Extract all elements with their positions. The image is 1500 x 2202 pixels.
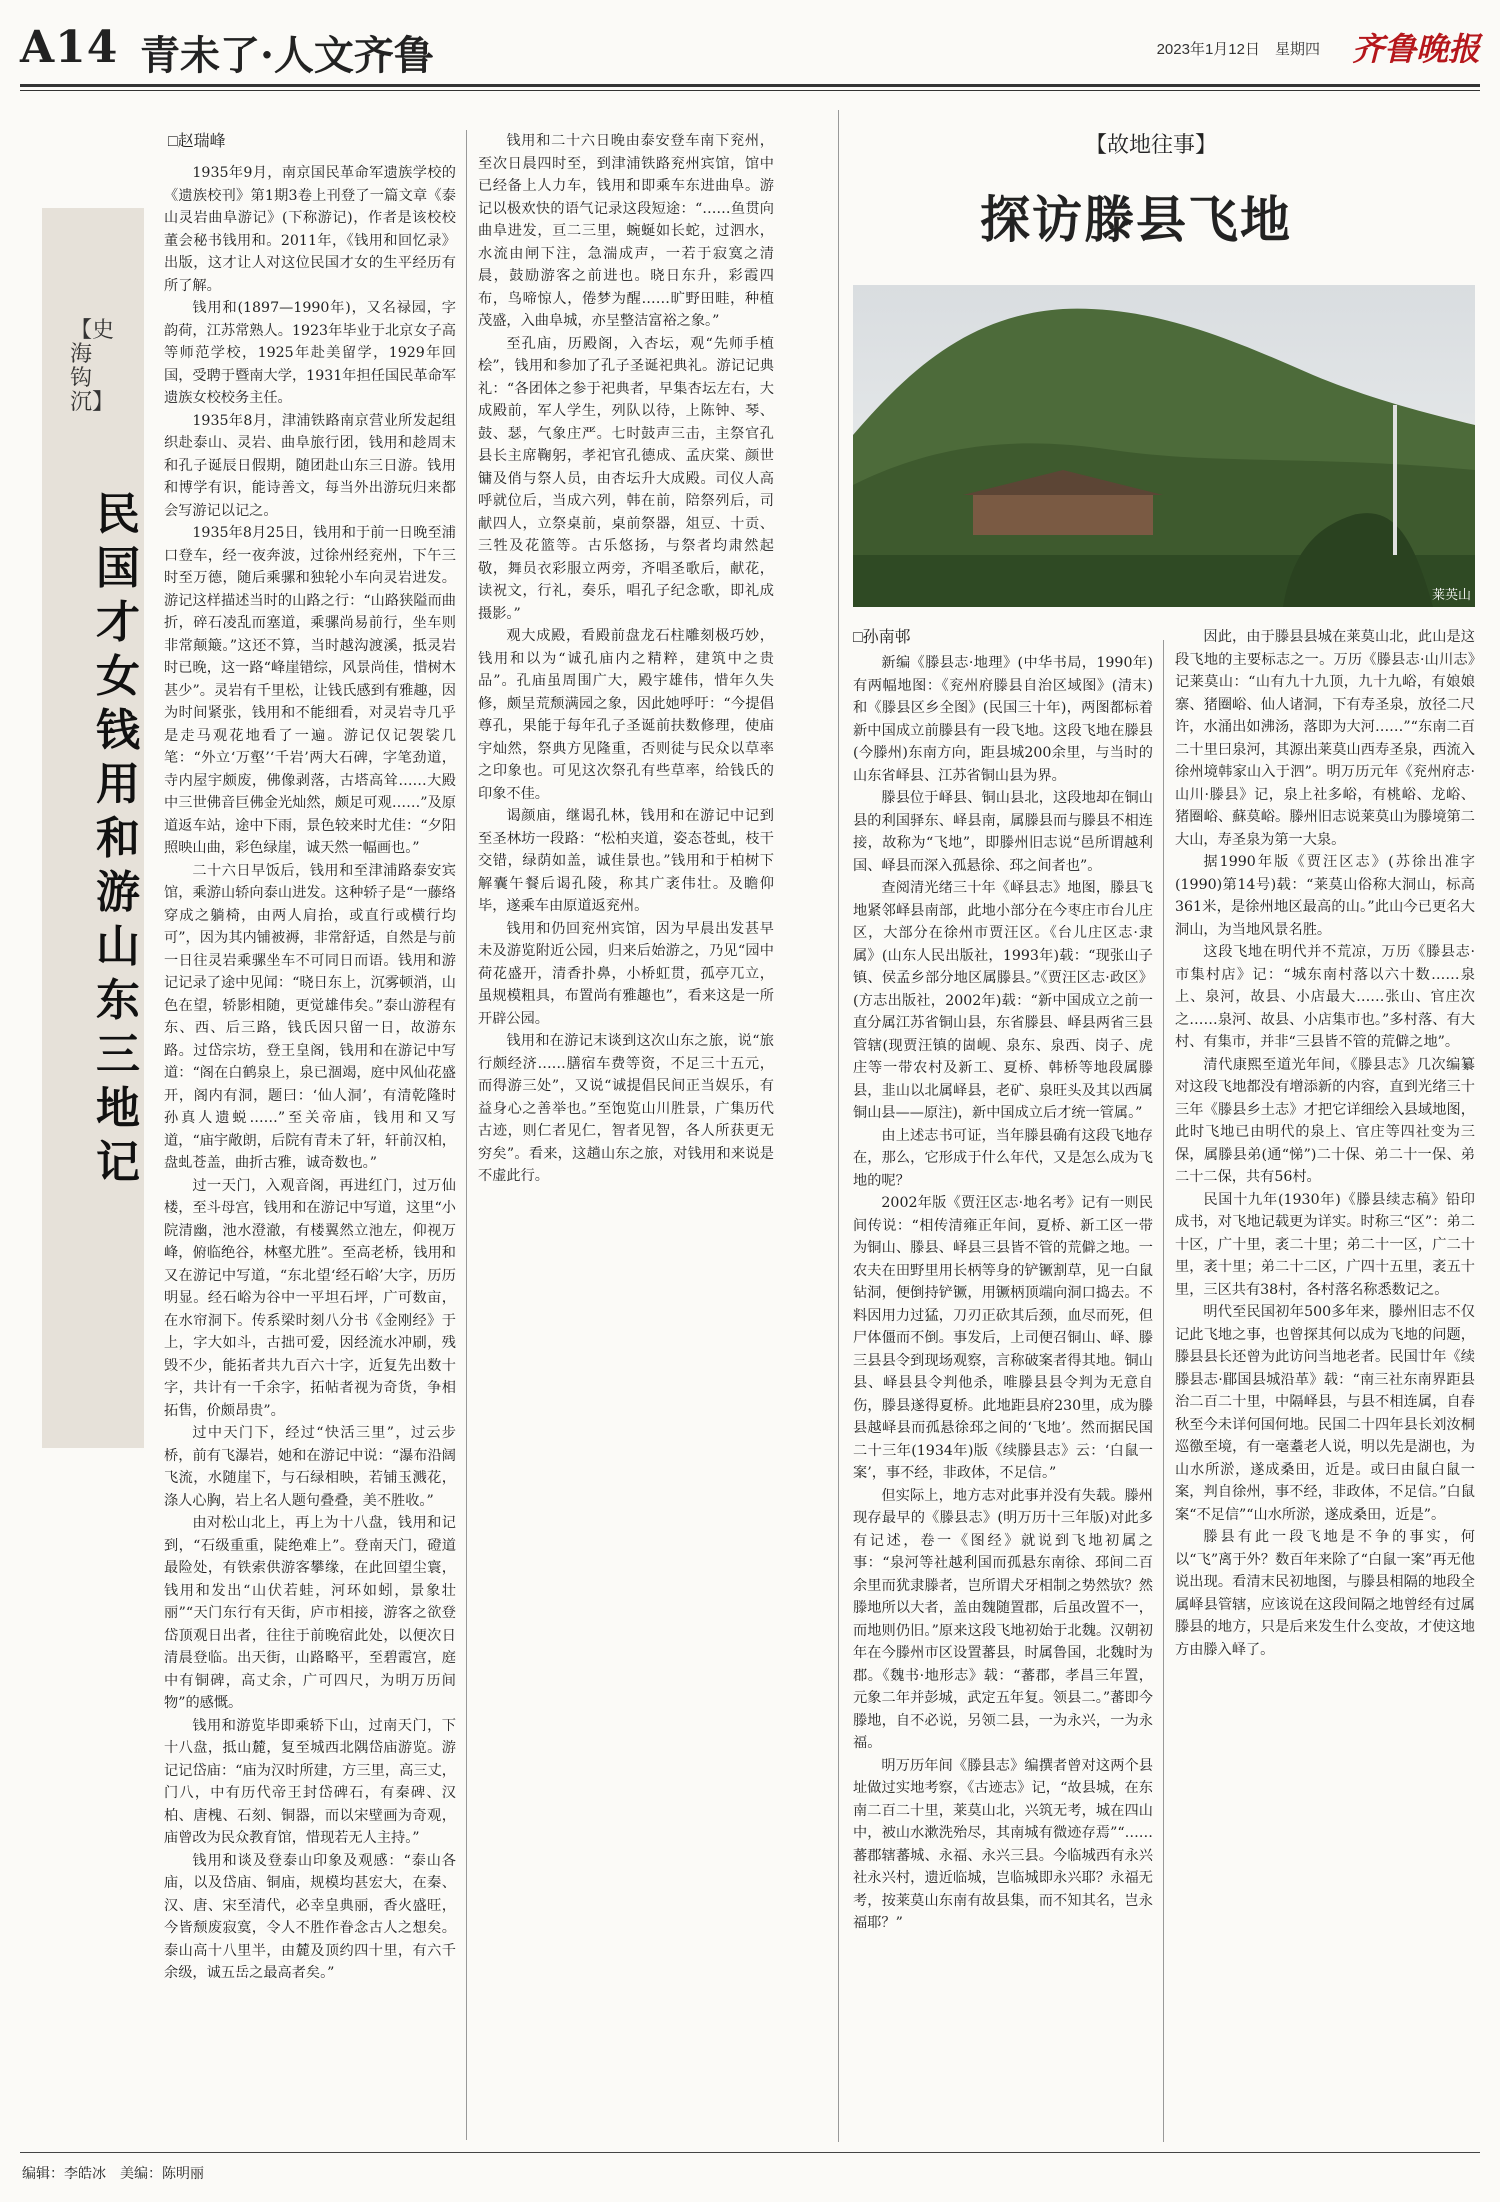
story1-column-1 [164,162,456,2142]
footer-rule [20,2152,1480,2153]
story-divider [838,110,839,2142]
paragraph: 2002年版《贾汪区志·地名考》记有一则民间传说：“相传清雍正年间，夏桥、新工区一带为铜山、滕县、峄县三县皆不管的荒僻之地。一农夫在田野里用长柄等身的铲镢割草，见一白鼠钻洞，便倒持铲镢，用镢柄顶端向洞口捣去。不料因用力过猛，刀刃正砍其后颈，血尽而死，但尸体僵而不倒。事发后，上司便召铜山、峄、滕三县县令到现场观察，言称破案者得其地。铜山县、峄县县令判他杀，唯滕县县令判为无意自伤，滕县遂得夏桥。此地距县府230里，成为滕县越峄县而孤悬徐邳之间的‘飞地’。然而据民国二十三年(1934年)版《续滕县志》云：‘白鼠一案’，事不经，非政体，不足信。” [853,1195,1153,1481]
paragraph: 钱用和在游记末谈到这次山东之旅，说“旅行颇经济……膳宿车费等资，不足三十五元，而得游三处”，又说“诚提倡民间正当娱乐，有益身心之善举也。”至饱览山川胜景，广集历代古迹，则仁者见仁，智者见智，各人所获更无穷矣”。看来，这趟山东之旅，对钱用和来说是不虚此行。 [478,1033,774,1184]
paragraph: 因此，由于滕县县城在莱莫山北，此山是这段飞地的主要标志之一。万历《滕县志·山川志》记莱莫山：“山有九十九顶，九十九峪，有娘娘寨、猪圈峪、仙人诸洞，下有寿圣泉，放径二尺许，水涌出如沸汤，落即为大河……”“东南二百二十里曰泉河，其源出莱莫山西寿圣泉，西流入徐州境韩家山入于泗”。明万历元年《兖州府志·山川·滕县》记，泉上社多峪，有桃峪、龙峪、猪圈峪、蘇莫峪。滕州旧志说莱莫山为滕境第二大山，寿圣泉为第一大泉。 [1175,629,1475,848]
paragraph: 钱用和二十六日晚由泰安登车南下兖州，至次日晨四时至，到津浦铁路兖州宾馆，馆中已经备上人力车，钱用和即乘车东进曲阜。游记以极欢快的语气记录这段短途：“……鱼贯向曲阜进发，亘二三里，蜿蜒如长蛇，过泗水，水流由闸下注，急湍成声，一若于寂寞之清晨，鼓励游客之前进也。晓日东升，彩霞四布，鸟啼惊人，倦梦为醒……旷野田畦，种植茂盛，入曲阜城，亦呈整洁富裕之象。” [478,133,774,329]
paragraph: 滕县位于峄县、铜山县北，这段地却在铜山县的利国驿东、峄县南，属滕县而与滕县不相连接，故称为“飞地”，即滕州旧志说“邑所谓越利国、峄县而深入孤悬徐、邳之间者也”。 [853,790,1153,874]
paragraph: 过一天门，入观音阁，再进红门，过万仙楼，至斗母宫，钱用和在游记中写道，这里“小院清幽，池水澄澈，有楼翼然立池左，仰视万峰，俯临绝谷，林壑尤胜”。至高老桥，钱用和又在游记中写道，“东北望‘经石峪’大字，历历明显。经石峪为谷中一平坦石坪，广可数亩，在水帘洞下。传系梁时刻八分书《金刚经》于上，字大如斗，古拙可爱，因经流水冲刷，残毁不少，能拓者共九百六十字，近复先出数十字，共计有一千余字，拓帖者视为奇货，争相拓售，价颇昂贵”。 [164,1177,456,1419]
paragraph: 但实际上，地方志对此事并没有失载。滕州现存最早的《滕县志》(明万历十三年版)对此多有记述，卷一《图经》就说到飞地初属之事：“泉河等社越利国而孤悬东南徐、邳间二百余里而犹隶滕者，岂所谓犬牙相制之势然欤？然滕地所以大者，盖由魏随置郡，后虽改置不一，而地则仍旧。”原来这段飞地初始于北魏。汉朝初年在今滕州市区设置蕃县，时属鲁国，北魏时为郡。《魏书·地形志》载：“蕃郡，孝昌三年置，元象二年并彭城，武定五年复。领县二。”蕃即今滕地，自不必说，另领二县，一为永兴，一为永福。 [853,1487,1153,1751]
paragraph: 钱用和仍回兖州宾馆，因为早晨出发甚早未及游览附近公园，归来后始游之，乃见“园中荷花盛开，清香扑鼻，小桥虹贯，孤亭兀立，虽规模粗具，布置尚有雅趣也”，看来这是一所开辟公园。 [478,920,774,1027]
paragraph: 明万历年间《滕县志》编撰者曾对这两个县址做过实地考察，《古迹志》记，“故县城，在东南二百二十里，莱莫山北，兴筑无考，城在四山中，被山水漱洗殆尽，其南城有微迹存焉”“……蕃郡辖蕃城、永福、永兴三县。今临城西有永兴社永兴村，遗近临城，岂临城即永兴耶？永福无考，按莱莫山东南有故县集，而不知其名，岂永福耶？” [853,1757,1153,1931]
paragraph: 二十六日早饭后，钱用和至津浦路泰安宾馆，乘游山轿向泰山进发。这种轿子是“一藤络穿成之躺椅，由两人肩抬，或直行或横行均可”，因为其内铺被褥，非常舒适，自然是与前一日往灵岩乘骡坐车不可同日而语。钱用和游记记录了途中见闻：“晓日东上，沉雾顿消，山色在望，轿影相随，更觉雄伟矣。”泰山游程有东、西、后三路，钱氏因只留一日，故游东路。过岱宗坊，登王皇阁，钱用和在游记中写道：“阁在白鹤泉上，泉已涸竭，庭中风仙花盛开，阁内有洞，题曰：‘仙人洞’，有清乾隆时孙真人遗蜕……”至关帝庙，钱用和又写道，“庙宇敞朗，后院有青未了轩，轩前汉柏，盘虬苍盖，曲折古雅，诚奇数也。” [164,862,456,1171]
page-footer: 编辑：李皓冰 美编：陈明丽 [22,2165,204,2181]
story1-headline: 民国才女钱用和游山东三地记 [96,489,140,1188]
story1-column-2 [478,130,774,2142]
page-number: A14 [20,22,119,73]
story2-headline: 探访滕县飞地 [980,190,1292,249]
paragraph: 查阅清光绪三十年《峄县志》地图，滕县飞地紧邻峄县南部，此地小部分在今枣庄市台儿庄区，大部分在徐州市贾汪区。《台儿庄区志·隶属》(山东人民出版社，1993年)载：“现张山子镇、侯孟乡部分地区属滕县。”《贾汪区志·政区》(方志出版社，2002年)载：“新中国成立之前一直分属江苏省铜山县，东省滕县、峄县两省三县管辖(现贾汪镇的崮岘、泉东、泉西、岗子、虎庄等一带农村及新工、夏桥、韩桥等地段属滕县，韭山以北属峄县，老矿、泉旺头及其以西属铜山县——原注)，新中国成立后才统一管属。” [853,880,1153,1121]
paragraph: 过中天门下，经过“快活三里”，过云步桥，前有飞瀑岩，她和在游记中说：“瀑布沿阔飞流，水随崖下，与石绿相映，若铺玉溅花，涤人心胸，岩上名人题句叠叠，美不胜收。” [164,1425,456,1509]
story2-column-2 [1175,626,1475,2142]
column-divider [466,130,467,2140]
paragraph: 至孔庙，历殿阁，入杏坛，观“先师手植桧”，钱用和参加了孔子圣诞祀典礼。游记记典礼：“各团体之参于祀典者，早集杏坛左右，大成殿前，军人学生，列队以待，上陈钟、琴、鼓、瑟，气象庄严。七时鼓声三击，主祭官孔县长主席鞠躬，孝祀官孔德成、孟庆棠、颜世镛及俏与祭人员，由杏坛升大成殿。司仪人高呼就位后，当成六列，韩在前，陪祭列后，司献四人，立祭桌前，桌前祭器，俎豆、十贡、三牲及花篮等。古乐悠扬，与祭者均肃然起敬，舞员衣彩服立两旁，齐唱圣歌后，献花，读祝文，行礼，奏乐，唱孔子纪念歌，即礼成摄影。” [478,335,774,622]
paragraph: 观大成殿，看殿前盘龙石柱雕刻极巧妙，钱用和以为“诚孔庙内之精粹，建筑中之贵品”。孔庙虽周围广大，殿宇雄伟，惜年久失修，颇呈荒颓满园之象，因此她呼吁：“今提倡尊孔，果能于每年孔子圣诞前扶数修理，使庙宇灿然，祭典方见隆重，否则徒与民众以草率之印象也。可见这次祭孔有些草率，给钱氏的印象不佳。 [478,628,774,802]
story1-byline: □赵瑞峰 [168,133,226,150]
photo-caption: 莱英山 [1431,587,1471,602]
story1-column-tag: 【史海钩沉】 [70,317,115,414]
story2-byline: □孙南邨 [853,629,911,646]
paragraph: 清代康熙至道光年间，《滕县志》几次编纂对这段飞地都没有增添新的内容，直到光绪三十三年《滕县乡土志》才把它详细绘入县域地图，此时飞地已由明代的泉上、官庄等四社变为三保，属滕县弟(通“悌”)二十保、弟二十一保、弟二十二保，共有56村。 [1175,1056,1475,1185]
paragraph: 谒颜庙，继谒孔林，钱用和在游记中记到至圣林坊一段路：“松柏夹道，姿态苍虬，枝干交错，绿荫如盖，诚佳景也。”钱用和于柏树下解囊午餐后谒孔陵，称其广袤伟壮。及瞻仰毕，遂乘车由原道返兖州。 [478,808,774,914]
paragraph: 滕县有此一段飞地是不争的事实，何以“飞”离于外？数百年来除了“白鼠一案”再无他说出现。看清末民初地图，与滕县相隔的地段全属峄县管辖，应该说在这段间隔之地曾经有过属滕县的地方，只是后来发生什么变故，才使这地方由滕入峄了。 [1175,1529,1475,1658]
story2-column-1 [853,652,1153,2142]
header-rule-thin [20,90,1480,91]
paragraph: 这段飞地在明代并不荒凉，万历《滕县志·市集村店》记：“城东南村落以六十数……泉上、泉河，故县、小店最大……张山、官庄次之……泉河、故县、小店集市也。”多村落、有大村、有集市，并非“三县皆不管的荒僻之地”。 [1175,944,1475,1050]
header-rule [20,84,1480,87]
page-header [20,18,1480,88]
section-title: 青未了·人文齐鲁 [140,32,434,79]
issue-date: 2023年1月12日 [1156,41,1260,58]
issue-weekday: 星期四 [1274,41,1320,58]
paragraph: 1935年8月，津浦铁路南京营业所发起组织赴泰山、灵岩、曲阜旅行团，钱用和趁周末和孔子诞辰日假期，随团赴山东三日游。钱用和博学有识，能诗善文，每当外出游玩归来都会写游记以记之。 [164,412,456,519]
paragraph: 1935年8月25日，钱用和于前一日晚至浦口登车，经一夜奔波，过徐州经兖州，下午三时至万德，随后乘骡和独轮小车向灵岩进发。游记这样描述当时的山路之行：“山路狭隘而曲折，碎石凌乱而塞道，乘骡尚易前行，坐车则非常颠簸。”这还不算，当时越沟渡溪，抵灵岩时已晚，这一路“峰崖错综，风景尚佳，惜树木甚少”。灵岩有千里松，让钱氏感到有雅趣，因为时间紧张，钱用和不能细看，对灵岩寺几乎是走马观花地看了一遍。游记仅记袈裟几笔：“外立‘万壑’‘千岩’两大石碑，字笔劲道，寺内屋宇颇废，佛像剥落，古塔高耸……大殿中三世佛音巨佛金光灿然，颇足可观……”及原道返车站，途中下雨，景色较来时尤佳：“夕阳照映山曲，彩色绿崖，诚天然一幅画也。” [164,525,456,856]
paragraph: 由对松山北上，再上为十八盘，钱用和记到，“石级重重，陡绝难上”。登南天门，磴道最险处，有铁索供游客攀缘，在此回望尘寰，钱用和发出“山伏若蛙，河环如蚓，景象壮丽”“天门东行有天街，庐市相接，游客之欲登岱顶观日出者，往往于前晚宿此处，以便次日清晨登临。出天街，山路略平，至碧霞宫，庭中有铜碑，高丈余，广可四尺，为明万历间物”的感慨。 [164,1515,456,1711]
paragraph: 新编《滕县志·地理》(中华书局，1990年)有两幅地图：《兖州府滕县自治区域图》(清末)和《滕县区乡全图》(民国三十年)，两图都标着新中国成立前滕县有一段飞地。这段飞地在滕县(今滕州)东南方向，距县城200余里，与当时的山东省峄县、江苏省铜山县为界。 [853,655,1153,784]
paragraph: 钱用和游览毕即乘轿下山，过南天门，下十八盘，抵山麓，复至城西北隅岱庙游览。游记记岱庙：“庙为汉时所建，方三里，高三丈，门八，中有历代帝王封岱碑石，有秦碑、汉柏、唐槐、石刻、铜器，而以宋壁画为奇观，庙曾改为民众教育馆，惜现若无人主持。” [164,1717,456,1846]
story1-title-panel [42,208,144,1448]
column-divider-2 [1163,640,1164,2142]
paragraph: 1935年9月，南京国民革命军遗族学校的《遗族校刊》第1期3卷上刊登了一篇文章《泰山灵岩曲阜游记》(下称游记)，作者是该校校董会秘书钱用和。2011年，《钱用和回忆录》出版，这才让人对这位民国才女的生平经历有所了解。 [164,165,456,294]
story2-kicker: 【故地往事】 [1085,132,1218,157]
paragraph: 民国十九年(1930年)《滕县续志稿》铅印成书，对飞地记载更为详实。时称三“区”：弟二十区，广十里，袤二十里；弟二十一区，广二十里，袤十里；弟二十二区，广四十五里，袤五十里，三区共有38村，各村落名称悉数记之。 [1175,1191,1475,1298]
paragraph: 钱用和(1897—1990年)，又名禄园，字韵荷，江苏常熟人。1923年毕业于北京女子高等师范学校，1925年赴美留学，1929年回国，受聘于暨南大学，1931年担任国民革命军遗族女校校务主任。 [164,300,456,406]
paragraph: 明代至民国初年500多年来，滕州旧志不仅记此飞地之事，也曾探其何以成为飞地的问题，滕县县长还曾为此访问当地老者。民国廿年《续滕县志·郿国县城沿革》载：“南三社东南界距县治二百二十里，中隔峄县，与县不相连属，自春秋至今未详何国何地。民国二十四年县长刘汝桐巡徼至境，有一毫耋老人说，明以先是湖也，为山水所淤，遂成桑田，近是。或曰由鼠白鼠一案，判自徐州，事不经，非政体，不足信。”白鼠案“不足信”“山水所淤，遂成桑田，近是”。 [1175,1304,1475,1523]
paragraph: 据1990年版《贾汪区志》(苏徐出准字(1990)第14号)载：“莱莫山俗称大洞山，标高361米，是徐州地区最高的山。”此山今已更名大洞山，为当地风景名胜。 [1175,854,1475,938]
newspaper-logo: 齐鲁晚报 [1351,30,1480,68]
mountain-photo [853,285,1475,607]
paragraph: 由上述志书可证，当年滕县确有这段飞地存在，那么，它形成于什么年代，又是怎么成为飞地的呢？ [853,1127,1153,1189]
paragraph: 钱用和谈及登泰山印象及观感：“泰山各庙，以及岱庙、铜庙，规模均甚宏大，在秦、汉、唐、宋至清代，必幸皇典丽，香火盛旺，今皆颓废寂寞，令人不胜作眷念古人之想矣。泰山高十八里半，由麓及顶约四十里，有六千余级，诚五岳之最高者矣。” [164,1852,456,1981]
